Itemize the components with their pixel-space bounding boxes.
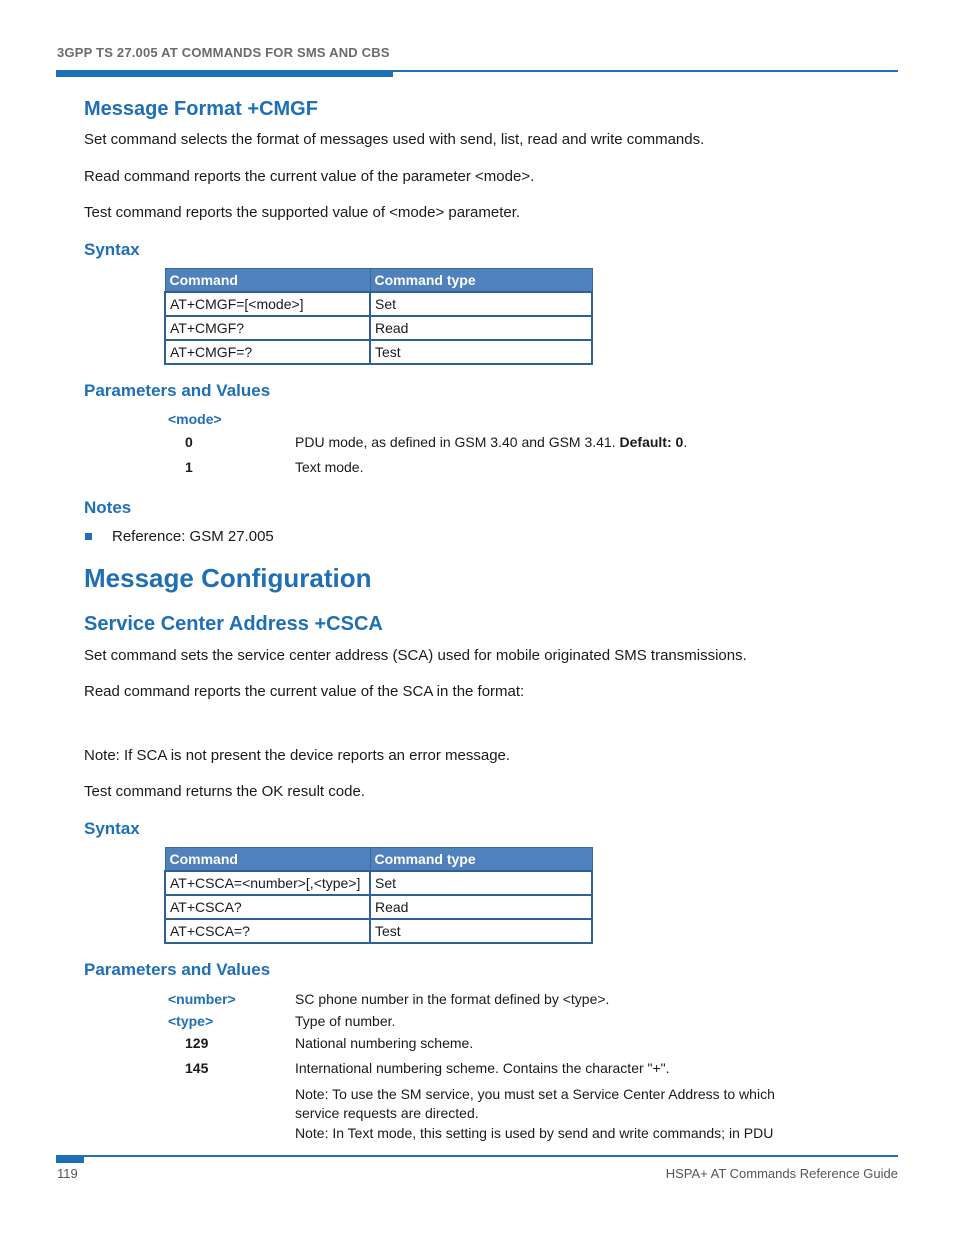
param-value-desc: International numbering scheme. Contains the character "+". (295, 1060, 670, 1076)
param-value-desc: Text mode. (295, 459, 364, 475)
cmgf-heading: Message Format +CMGF (84, 98, 318, 120)
csca-note-2: Note: In Text mode, this setting is used by send and write commands; in PDU (295, 1125, 774, 1141)
command-cell: AT+CMGF=? (165, 340, 370, 364)
table-header-type: Command type (370, 848, 592, 872)
command-cell: AT+CMGF=[<mode>] (165, 292, 370, 316)
cmgf-para-1: Set command selects the format of messages used with send, list, read and write commands. (84, 131, 705, 148)
footer-rule (56, 1155, 898, 1157)
param-value: 145 (185, 1060, 209, 1076)
bullet-icon (85, 533, 92, 540)
param-value: 1 (185, 459, 193, 475)
note-item: Reference: GSM 27.005 (112, 528, 274, 545)
running-header: 3GPP TS 27.005 AT COMMANDS FOR SMS AND CBS (57, 45, 390, 60)
param-value: 129 (185, 1035, 209, 1051)
csca-params-heading: Parameters and Values (84, 960, 271, 979)
section-heading: Message Configuration (84, 563, 372, 593)
table-header-type: Command type (370, 269, 592, 293)
type-cell: Test (370, 919, 592, 943)
param-type-desc: Type of number. (295, 1013, 396, 1029)
table-header-command: Command (165, 848, 370, 872)
param-value-desc: National numbering scheme. (295, 1035, 474, 1051)
table-row (165, 316, 592, 340)
csca-heading: Service Center Address +CSCA (84, 613, 383, 635)
footer-rule-accent (56, 1155, 84, 1163)
table-header-command: Command (165, 269, 370, 293)
header-rule-accent (56, 70, 393, 77)
cmgf-syntax-table (164, 268, 593, 365)
param-type-name: <type> (168, 1013, 214, 1029)
csca-syntax-heading: Syntax (84, 819, 140, 838)
param-value-desc: PDU mode, as defined in GSM 3.40 and GSM 3.41. Default: 0. (295, 434, 688, 450)
page-number: 119 (57, 1166, 78, 1181)
param-number-desc: SC phone number in the format defined by <type>. (295, 991, 610, 1007)
type-cell: Read (370, 316, 592, 340)
command-cell: AT+CMGF? (165, 316, 370, 340)
table-row (165, 340, 592, 364)
param-number-name: <number> (168, 991, 236, 1007)
command-cell: AT+CSCA=<number>[,<type>] (165, 871, 370, 895)
csca-note-1: Note: To use the SM service, you must set a Service Center Address to which service requests are directed. (295, 1086, 775, 1121)
guide-title: HSPA+ AT Commands Reference Guide (665, 1166, 898, 1181)
param-value: 0 (185, 434, 193, 450)
csca-para-1: Set command sets the service center address (SCA) used for mobile originated SMS transmissions. (84, 647, 747, 664)
type-cell: Read (370, 895, 592, 919)
cmgf-para-2: Read command reports the current value of the parameter <mode>. (84, 168, 535, 185)
table-row (165, 919, 592, 943)
cmgf-para-3: Test command reports the supported value of <mode> parameter. (84, 204, 521, 221)
command-cell: AT+CSCA? (165, 895, 370, 919)
table-row (165, 895, 592, 919)
table-row (165, 871, 592, 895)
table-row (165, 292, 592, 316)
param-mode-name: <mode> (168, 411, 222, 427)
type-cell: Test (370, 340, 592, 364)
cmgf-notes-heading: Notes (84, 498, 132, 517)
cmgf-params-heading: Parameters and Values (84, 381, 271, 400)
csca-para-4: Test command returns the OK result code. (84, 783, 365, 800)
csca-syntax-table (164, 847, 593, 944)
cmgf-syntax-heading: Syntax (84, 240, 140, 259)
csca-para-2: Read command reports the current value of the SCA in the format: (84, 683, 525, 700)
command-cell: AT+CSCA=? (165, 919, 370, 943)
type-cell: Set (370, 871, 592, 895)
type-cell: Set (370, 292, 592, 316)
csca-para-3: Note: If SCA is not present the device reports an error message. (84, 747, 511, 764)
